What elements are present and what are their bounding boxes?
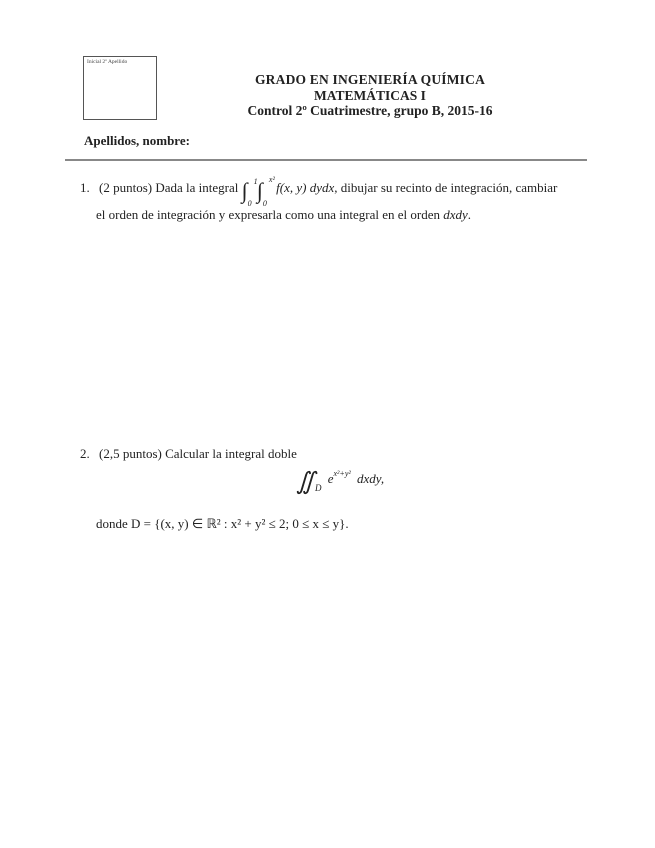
exam-title: Control 2º Cuatrimestre, grupo B, 2015-16 xyxy=(247,103,493,118)
outer-integral-symbol: ∫ 1 0 xyxy=(241,177,258,208)
question-2-intro: Calcular la integral doble xyxy=(165,446,297,461)
inner-integral-symbol: ∫ x² 0 xyxy=(256,175,275,208)
student-name-label: Apellidos, nombre: xyxy=(84,133,190,148)
question-1-number: 1. xyxy=(80,180,90,195)
question-1-text-after: , dibujar su recinto de integración, cambiar xyxy=(334,180,558,195)
question-1-line2: el orden de integración y expresarla como una integral en el orden dxdy. xyxy=(96,207,472,222)
initial-box-label: Inicial 2º Apellido xyxy=(87,59,128,65)
question-1-intro: Dada la integral xyxy=(155,180,239,195)
question-2-where: donde D = {(x, y) ∈ ℝ² : x² + y² ≤ 2; 0 ≤ x ≤ y}. xyxy=(96,516,349,531)
question-2 xyxy=(80,446,297,462)
header-divider xyxy=(65,159,587,161)
initial-box xyxy=(83,56,157,120)
question-1 xyxy=(80,175,600,208)
question-2-number: 2. xyxy=(80,446,90,461)
question-1-points: (2 puntos) xyxy=(99,180,153,195)
question-1-integrand: f(x, y) dydx xyxy=(276,180,335,195)
question-2-display-integral: $∬_D$ $e^{x^2+y^2}$ dxdy, xyxy=(296,469,385,495)
course-title: MATEMÁTICAS I xyxy=(314,88,426,103)
degree-title: GRADO EN INGENIERÍA QUÍMICA xyxy=(254,72,486,87)
question-2-points: (2,5 puntos) xyxy=(99,446,162,461)
question-1-order: dxdy xyxy=(443,207,468,222)
